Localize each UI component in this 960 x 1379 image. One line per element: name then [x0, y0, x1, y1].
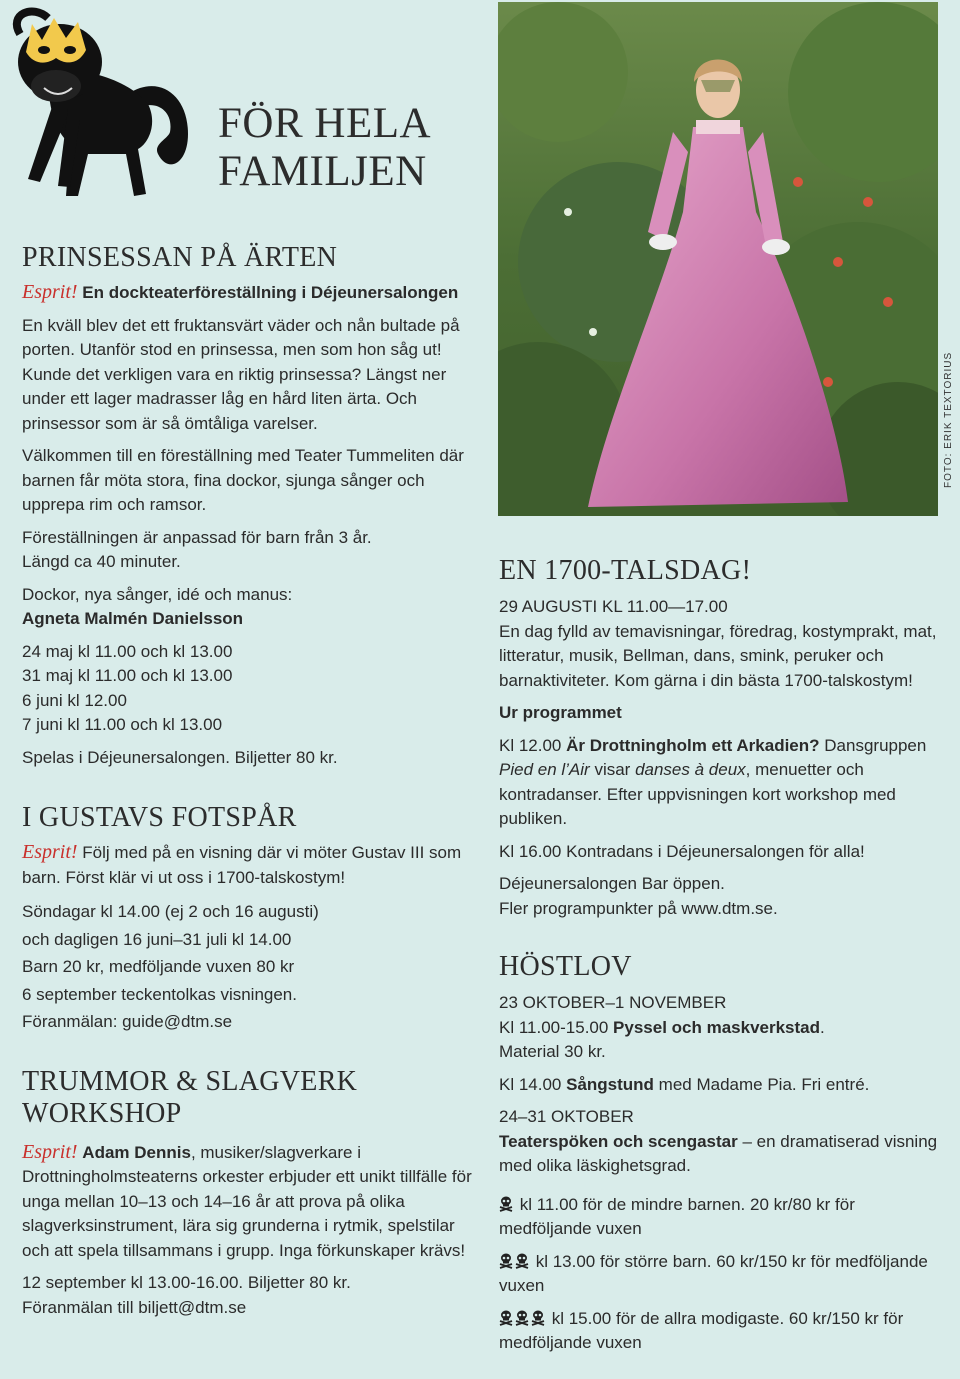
scare-levels	[499, 1193, 944, 1356]
trummor-text	[22, 1140, 477, 1264]
photo-credit: FOTO: ERIK TEXTORIUS	[943, 351, 954, 488]
hostlov-date-2: 24–31 OKTOBER	[499, 1107, 634, 1126]
gustav-title: I GUSTAVS FOTSPÅR	[22, 802, 297, 833]
pyssel-line	[499, 1016, 944, 1041]
prinsessan-subtitle-text: En dockteaterföreställning i Déjeunersalongen	[82, 283, 459, 302]
date-line: 7 juni kl 11.00 och kl 13.00	[22, 715, 223, 734]
scare-level-text: kl 13.00 för större barn. 60 kr/150 kr för medföljande vuxen	[499, 1251, 928, 1295]
skull-crossbones-icon	[499, 1252, 513, 1268]
sangstund-line	[499, 1073, 944, 1098]
skull-crossbones-icon	[499, 1195, 513, 1211]
spoken-line	[499, 1130, 944, 1179]
pyssel-title: Pyssel och maskverkstad	[613, 1017, 821, 1037]
prinsessan-paragraph-1: En kväll blev det ett fruktansvärt väder och nån bultade på porten. Utanför stod en prinsessa, men som hon såg ut! Kunde det verkligen vara en riktig prinsessa? Längst ner under ett lager madrasser låg en hård liten ärta. Och prinsessor som är så ömtåliga varelser.	[22, 315, 460, 433]
talsdag-text: En dag fylld av temavisningar, föredrag, kostymprakt, mat, litteratur, musik, Bellman, dans, smink, peruker och barnaktiviteter. Kom gärna i din bästa 1700-talskostym!	[499, 621, 937, 690]
prinsessan-title: PRINSESSAN PÅ ÄRTEN	[22, 242, 338, 273]
date-line: 24 maj kl 11.00 och kl 13.00	[22, 641, 233, 661]
prinsessan-length: Längd ca 40 minuter.	[22, 552, 181, 571]
material-line: Material 30 kr.	[499, 1042, 606, 1061]
program-time: Kl 12.00	[499, 735, 567, 755]
trummor-signup: Föranmälan till biljett@dtm.se	[22, 1297, 247, 1317]
gustav-intro	[22, 840, 477, 890]
scare-level-2	[499, 1250, 944, 1299]
prinsessan-credits-label: Dockor, nya sånger, idé och manus:	[22, 584, 293, 604]
more-info: Fler programpunkter på www.dtm.se.	[499, 898, 778, 918]
bar-info: Déjeunersalongen Bar öppen.	[499, 874, 725, 893]
date-line: 6 juni kl 12.00	[22, 690, 127, 710]
program-item-2: Kl 16.00 Kontradans i Déjeunersalongen för alla!	[499, 841, 865, 861]
scare-level-text: kl 15.00 för de allra modigaste. 60 kr/150 kr för medföljande vuxen	[499, 1308, 904, 1352]
trummor-time: 12 september kl 13.00-16.00. Biljetter 80 kr.	[22, 1273, 351, 1292]
hostlov-title: HÖSTLOV	[499, 951, 632, 982]
page-title-line1: FÖR HELA	[218, 100, 432, 147]
prinsessan-credits-name	[22, 607, 477, 632]
scare-level-1	[499, 1193, 944, 1242]
program-text: Dansgruppen	[819, 735, 927, 755]
musician-name: Adam Dennis	[82, 1142, 191, 1162]
left-column	[22, 242, 477, 1320]
esprit-label: Esprit!	[22, 841, 78, 863]
gustav-intro-text: Följ med på en visning där vi möter Gustav III som barn. Först klär vi ut oss i 1700-talskostym!	[22, 843, 462, 887]
sang-rest: med Madame Pia. Fri entré.	[653, 1074, 870, 1094]
gustav-line: Söndagar kl 14.00 (ej 2 och 16 augusti)	[22, 902, 319, 921]
esprit-label: Esprit!	[22, 281, 78, 303]
prinsessan-paragraph-2: Välkommen till en föreställning med Teater Tummeliten där barnen får möta stora, fina dockor, sjunga sånger och upprepa rim och ramsor.	[22, 446, 464, 514]
program-text: visar	[589, 760, 636, 779]
page-title-line2: FAMILJEN	[218, 148, 427, 195]
trummor-title	[22, 1066, 477, 1130]
program-title: Är Drottningholm ett Arkadien?	[566, 735, 820, 755]
talsdag-date: 29 AUGUSTI KL 11.00—17.00	[499, 597, 728, 616]
program-item-1	[499, 734, 944, 832]
monkey-with-mask-icon	[8, 4, 223, 204]
gustav-line: och dagligen 16 juni–31 juli kl 14.00	[22, 929, 292, 949]
date-line: 31 maj kl 11.00 och kl 13.00	[22, 666, 233, 685]
program-heading-text: Ur programmet	[499, 703, 622, 722]
scare-level-text: kl 11.00 för de mindre barnen. 20 kr/80 kr för medföljande vuxen	[499, 1194, 855, 1238]
skull-crossbones-icon	[515, 1309, 529, 1325]
costume-photo	[498, 2, 938, 516]
sang-title: Sångstund	[566, 1074, 654, 1094]
skull-crossbones-icon	[515, 1252, 529, 1268]
pyssel-time: Kl 11.00-15.00	[499, 1017, 614, 1037]
sang-time: Kl 14.00	[499, 1074, 567, 1094]
right-column	[499, 555, 944, 1364]
scare-level-3	[499, 1307, 944, 1356]
prinsessan-subtitle	[22, 280, 477, 306]
trummor-title-line1: TRUMMOR & SLAGVERK	[22, 1065, 358, 1097]
skull-crossbones-icon	[531, 1309, 545, 1325]
talsdag-title: EN 1700-TALSDAG!	[499, 555, 752, 586]
gustav-line: Barn 20 kr, medföljande vuxen 80 kr	[22, 957, 295, 976]
pyssel-end: .	[820, 1017, 825, 1037]
dance-name: danses à deux	[635, 760, 746, 779]
program-text: , menuetter och kontradanser. Efter uppvisningen kort workshop med publiken.	[499, 760, 896, 828]
hostlov-date-1: 23 OKTOBER–1 NOVEMBER	[499, 993, 727, 1012]
program-heading	[499, 701, 944, 726]
spoken-title: Teaterspöken och scengastar	[499, 1131, 738, 1151]
prinsessan-age: Föreställningen är anpassad för barn från 3 år.	[22, 527, 372, 547]
author-name: Agneta Malmén Danielsson	[22, 609, 244, 628]
esprit-label: Esprit!	[22, 1140, 78, 1163]
gustav-line: 6 september teckentolkas visningen.	[22, 984, 297, 1004]
trummor-description: , musiker/slagverkare i Drottningholmsteaterns orkester erbjuder ett unikt tillfälle för unga mellan 10–13 och 14–16 år att prova på olika slagverksinstrument, lära sig grunderna i rytmik, spelstilar och att spela tillsammans i grupp. Inga förkunskaper krävs!	[22, 1142, 472, 1260]
gustav-signup: Föranmälan: guide@dtm.se	[22, 1012, 233, 1031]
trummor-title-line2: WORKSHOP	[22, 1097, 182, 1129]
page-title	[218, 100, 431, 196]
skull-crossbones-icon	[499, 1309, 513, 1325]
spoken-rest: – en dramatiserad visning med olika läskighetsgrad.	[499, 1131, 938, 1175]
prinsessan-venue: Spelas i Déjeunersalongen. Biljetter 80 kr.	[22, 747, 338, 767]
group-name: Pied en l’Air	[499, 760, 590, 779]
